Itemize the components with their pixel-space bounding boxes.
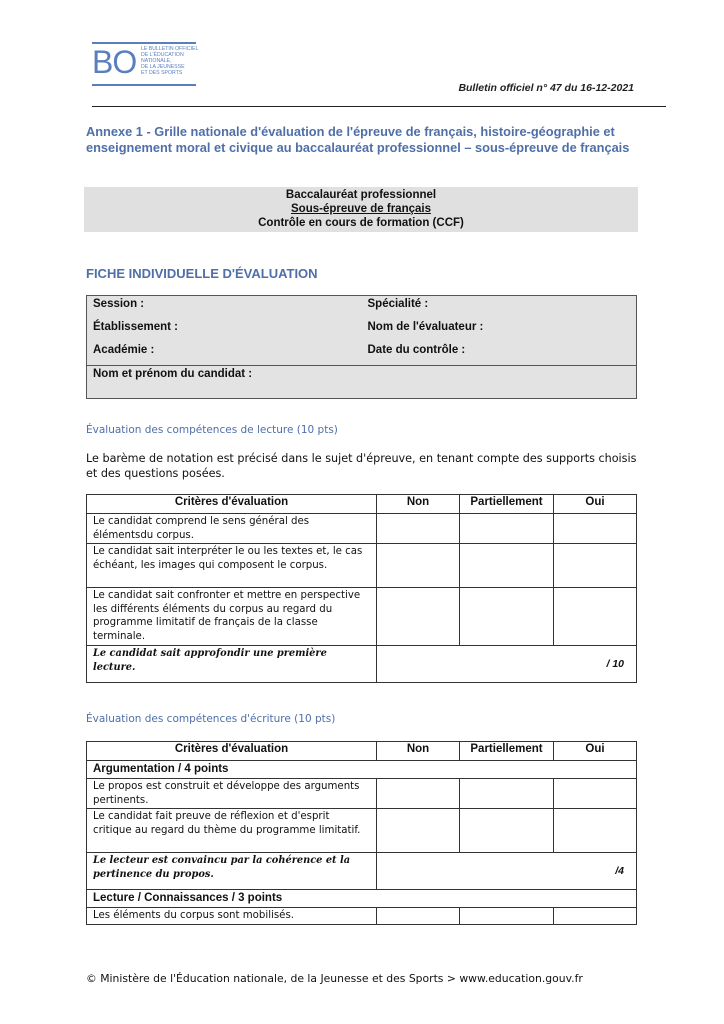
ecriture-section-heading: Évaluation des compétences d'écriture (10 pts) <box>86 713 336 725</box>
logo-text-line: LE BULLETIN OFFICIEL <box>141 46 199 52</box>
table-row <box>87 588 637 646</box>
etablissement-label: Établissement : <box>93 321 178 333</box>
criterion-cell: Le propos est construit et développe des arguments pertinents. <box>87 779 377 809</box>
oui-checkbox-cell[interactable] <box>554 779 637 809</box>
table-row <box>87 890 637 908</box>
final-criterion-cell: Le candidat sait approfondir une première lecture. <box>87 646 377 683</box>
logo-text <box>141 46 221 76</box>
criteria-column-header: Critères d'évaluation <box>87 495 377 514</box>
non-checkbox-cell[interactable] <box>377 809 460 853</box>
table-row <box>87 809 637 853</box>
logo-text-line: ET DES SPORTS <box>141 70 183 76</box>
logo-bottom-rule <box>92 84 196 86</box>
partiellement-checkbox-cell[interactable] <box>460 514 554 544</box>
table-row <box>87 908 637 925</box>
criterion-cell: Le candidat sait interpréter le ou les textes et, le cas échéant, les images qui composent le corpus. <box>87 544 377 588</box>
oui-checkbox-cell[interactable] <box>554 809 637 853</box>
non-checkbox-cell[interactable] <box>377 779 460 809</box>
partiellement-checkbox-cell[interactable] <box>460 908 554 925</box>
oui-checkbox-cell[interactable] <box>554 514 637 544</box>
table-row <box>87 853 637 890</box>
criteria-column-header: Critères d'évaluation <box>87 742 377 761</box>
ecriture-grid <box>86 741 637 925</box>
lecture-intro: Le barème de notation est précisé dans le sujet d'épreuve, en tenant compte des supports choisis et des questions posées. <box>86 452 637 480</box>
table-row <box>87 761 637 779</box>
header-divider <box>92 106 666 107</box>
candidat-label: Nom et prénom du candidat : <box>87 366 637 399</box>
final-criterion-cell: Le lecteur est convaincu par la cohérence et la pertinence du propos. <box>87 853 377 890</box>
evaluateur-label: Nom de l'évaluateur : <box>367 321 484 333</box>
argumentation-score-cell[interactable]: /4 <box>377 853 637 890</box>
lecture-grid <box>86 494 637 683</box>
page-footer: © Ministère de l'Éducation nationale, de la Jeunesse et des Sports > www.education.gouv.fr <box>86 972 583 985</box>
exam-info-box <box>84 187 638 232</box>
annexe-title: Annexe 1 - Grille nationale d'évaluation de l'épreuve de français, histoire-géographie et enseignement moral et civique au baccalauréat professionnel – sous-épreuve de français <box>86 124 630 155</box>
identity-right-cell <box>362 296 637 366</box>
specialite-label: Spécialité : <box>367 298 429 310</box>
non-checkbox-cell[interactable] <box>377 514 460 544</box>
non-column-header: Non <box>377 495 460 514</box>
lecture-score-cell[interactable]: / 10 <box>377 646 637 683</box>
oui-column-header: Oui <box>554 742 637 761</box>
criterion-cell: Le candidat comprend le sens général des élémentsdu corpus. <box>87 514 377 544</box>
lecture-connaissances-subheading: Lecture / Connaissances / 3 points <box>87 890 637 908</box>
date-label: Date du contrôle : <box>367 344 466 356</box>
criterion-cell: Les éléments du corpus sont mobilisés. <box>87 908 377 925</box>
non-checkbox-cell[interactable] <box>377 588 460 646</box>
table-row <box>87 779 637 809</box>
partiellement-column-header: Partiellement <box>460 495 554 514</box>
oui-checkbox-cell[interactable] <box>554 908 637 925</box>
criterion-cell: Le candidat fait preuve de réflexion et d'esprit critique au regard du thème du programme limitatif. <box>87 809 377 853</box>
non-column-header: Non <box>377 742 460 761</box>
grid-header-row <box>87 742 637 761</box>
non-checkbox-cell[interactable] <box>377 908 460 925</box>
partiellement-checkbox-cell[interactable] <box>460 588 554 646</box>
criterion-cell: Le candidat sait confronter et mettre en perspective les différents éléments du corpus au regard du programme limitatif de français de la classe terminale. <box>87 588 377 646</box>
partiellement-checkbox-cell[interactable] <box>460 809 554 853</box>
oui-checkbox-cell[interactable] <box>554 544 637 588</box>
fiche-title: FICHE INDIVIDUELLE D'ÉVALUATION <box>86 266 318 281</box>
table-row <box>87 544 637 588</box>
identity-table <box>86 295 637 399</box>
academie-label: Académie : <box>93 344 155 356</box>
partiellement-checkbox-cell[interactable] <box>460 779 554 809</box>
non-checkbox-cell[interactable] <box>377 544 460 588</box>
partiellement-column-header: Partiellement <box>460 742 554 761</box>
session-label: Session : <box>93 298 145 310</box>
logo-text-line: DE LA JEUNESSE <box>141 64 185 70</box>
oui-checkbox-cell[interactable] <box>554 588 637 646</box>
logo-text-line: DE L'ÉDUCATION <box>141 52 184 58</box>
grid-header-row <box>87 495 637 514</box>
exam-level: Baccalauréat professionnel <box>285 189 437 201</box>
bo-logo: BO <box>92 44 137 80</box>
partiellement-checkbox-cell[interactable] <box>460 544 554 588</box>
lecture-section-heading: Évaluation des compétences de lecture (10 pts) <box>86 424 338 436</box>
argumentation-subheading: Argumentation / 4 points <box>87 761 637 779</box>
identity-left-cell <box>87 296 362 366</box>
exam-mode: Contrôle en cours de formation (CCF) <box>258 217 464 229</box>
bulletin-reference: Bulletin officiel n° 47 du 16-12-2021 <box>458 82 634 94</box>
table-row <box>87 646 637 683</box>
exam-subtest: Sous-épreuve de français <box>291 203 431 215</box>
oui-column-header: Oui <box>554 495 637 514</box>
table-row <box>87 514 637 544</box>
logo-text-line: NATIONALE, <box>141 58 172 64</box>
